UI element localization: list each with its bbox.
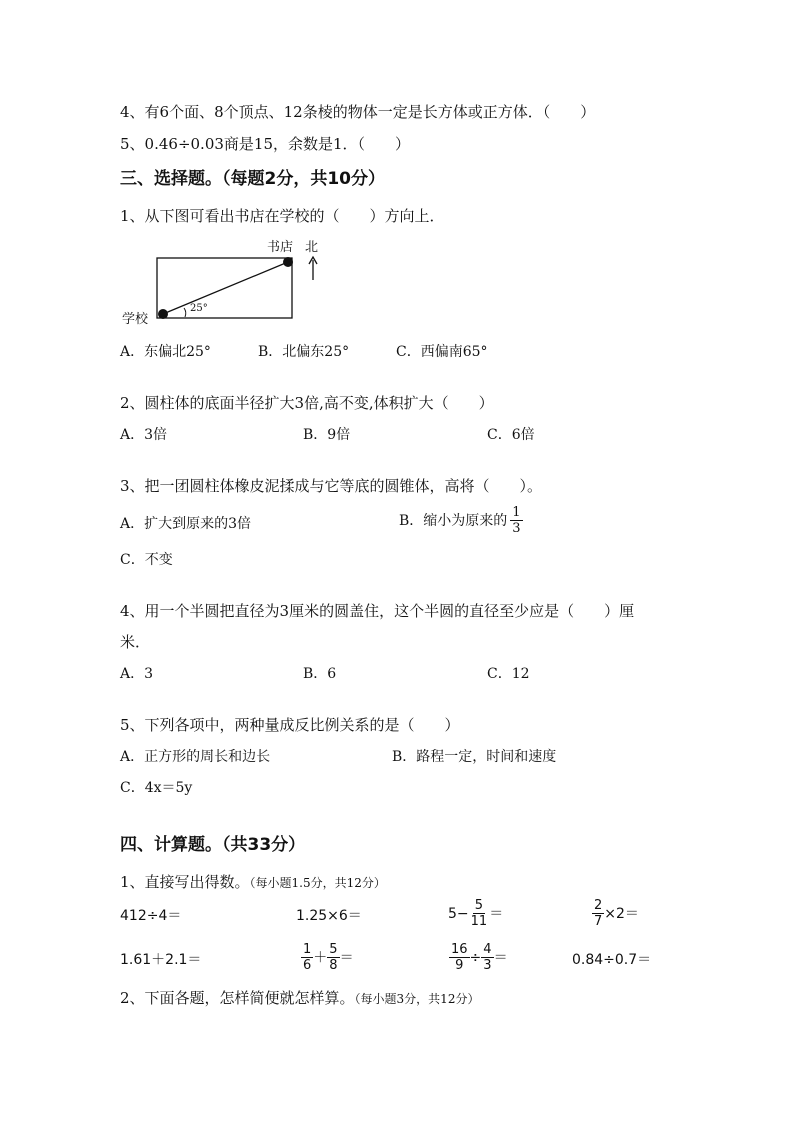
- calc-question-1-note: （每小题1.5分，共12分）: [249, 876, 386, 890]
- fraction-denominator: 3: [483, 958, 492, 973]
- calc-item-7-suffix: ＝: [493, 949, 508, 966]
- angle-arc: [184, 308, 186, 317]
- calc-item-6-fraction-2: [327, 942, 339, 973]
- q2-option-a: A．3倍: [120, 427, 168, 443]
- calc-item-1: 412÷4＝: [120, 908, 182, 924]
- choice-question-4-line1: 4、用一个半圆把直径为3厘米的圆盖住，这个半圆的直径至少应是（ ）厘: [120, 602, 635, 620]
- calc-item-7: [449, 942, 508, 973]
- q4-option-c: C．12: [487, 666, 530, 682]
- calc-question-1: [120, 872, 386, 893]
- fraction-denominator: 6: [303, 958, 312, 973]
- calc-question-2: [120, 988, 479, 1009]
- calc-item-7-fraction-1: [449, 942, 470, 973]
- choice-question-1: 1、从下图可看出书店在学校的（ ）方向上．: [120, 207, 445, 225]
- q5-option-b: B．路程一定，时间和速度: [392, 749, 557, 765]
- q3-option-a: A．扩大到原来的3倍: [120, 516, 252, 532]
- fraction-numerator: 5: [474, 898, 484, 913]
- q1-option-b: B．北偏东25°: [258, 344, 350, 360]
- bookstore-dot: [283, 257, 293, 267]
- q4-option-b: B．6: [303, 666, 337, 682]
- q3-option-c: C．不变: [120, 552, 173, 568]
- calc-question-2-note: （每小题3分，共12分）: [354, 992, 480, 1006]
- fraction-numerator: 1: [512, 505, 521, 520]
- school-dot: [158, 309, 168, 319]
- q2-option-c: C．6倍: [487, 427, 535, 443]
- school-label: 学校: [122, 312, 149, 327]
- calc-item-6-suffix: ＝: [339, 949, 354, 966]
- q3-option-b-text: B．缩小为原来的: [399, 512, 508, 529]
- fraction-denominator: 7: [594, 914, 603, 929]
- section-4-title: 四、计算题。（共33分）: [120, 835, 306, 855]
- fraction-denominator: 8: [329, 958, 338, 973]
- calc-item-3-prefix: 5−: [448, 905, 469, 922]
- calc-item-7-operator: ÷: [469, 949, 482, 966]
- fraction-denominator: 3: [512, 521, 521, 536]
- north-label: 北: [305, 240, 319, 255]
- section-3-title: 三、选择题。（每题2分，共10分）: [120, 169, 385, 189]
- calc-item-3-suffix: ＝: [489, 905, 504, 922]
- q1-option-a: A．东偏北25°: [120, 344, 211, 360]
- calc-item-4: [592, 898, 639, 929]
- choice-question-5: 5、下列各项中，两种量成反比例关系的是（ ）: [120, 716, 460, 734]
- calc-item-7-fraction-2: [481, 942, 493, 973]
- calc-item-4-fraction: [592, 898, 604, 929]
- fraction-numerator: 16: [451, 942, 468, 957]
- fraction-numerator: 5: [329, 942, 338, 957]
- calc-item-4-suffix: ×2＝: [604, 905, 639, 922]
- calc-item-3: [448, 898, 503, 929]
- calc-item-2: 1.25×6＝: [296, 908, 362, 924]
- judge-question-4: 4、有6个面、8个顶点、12条棱的物体一定是长方体或正方体．（ ）: [120, 103, 596, 121]
- choice-question-3: 3、把一团圆柱体橡皮泥揉成与它等底的圆锥体，高将（ ）。: [120, 477, 543, 495]
- figure-diagonal: [163, 262, 288, 314]
- fraction-denominator: 9: [455, 958, 464, 973]
- calc-item-8: 0.84÷0.7＝: [572, 952, 652, 968]
- angle-label: 25°: [190, 303, 208, 314]
- calc-item-5: 1.61＋2.1＝: [120, 952, 202, 968]
- fraction-denominator: 11: [470, 914, 488, 929]
- calc-question-1-text: 1、直接写出得数。: [120, 873, 250, 891]
- q3-option-b-fraction: [510, 505, 522, 536]
- q1-option-c: C．西偏南65°: [396, 344, 488, 360]
- choice-question-2: 2、圆柱体的底面半径扩大3倍,高不变,体积扩大（ ）: [120, 394, 494, 412]
- q5-option-a: A．正方形的周长和边长: [120, 749, 271, 765]
- bookstore-label: 书店: [267, 240, 294, 255]
- fraction-numerator: 2: [594, 898, 603, 913]
- calc-question-2-text: 2、下面各题，怎样简便就怎样算。: [120, 989, 355, 1007]
- choice-question-4-line2: 米．: [120, 633, 151, 651]
- fraction-numerator: 1: [303, 942, 312, 957]
- calc-item-6: [301, 942, 354, 973]
- q3-option-b: [399, 505, 523, 536]
- q5-option-c: C．4x＝5y: [120, 780, 193, 796]
- fraction-numerator: 4: [483, 942, 492, 957]
- q2-option-b: B．9倍: [303, 427, 351, 443]
- calc-item-3-fraction: [469, 898, 490, 929]
- calc-item-6-operator: ＋: [313, 949, 328, 966]
- q4-option-a: A．3: [120, 666, 154, 682]
- judge-question-5: 5、0.46÷0.03商是15，余数是1．（ ）: [120, 135, 411, 153]
- calc-item-6-fraction-1: [301, 942, 313, 973]
